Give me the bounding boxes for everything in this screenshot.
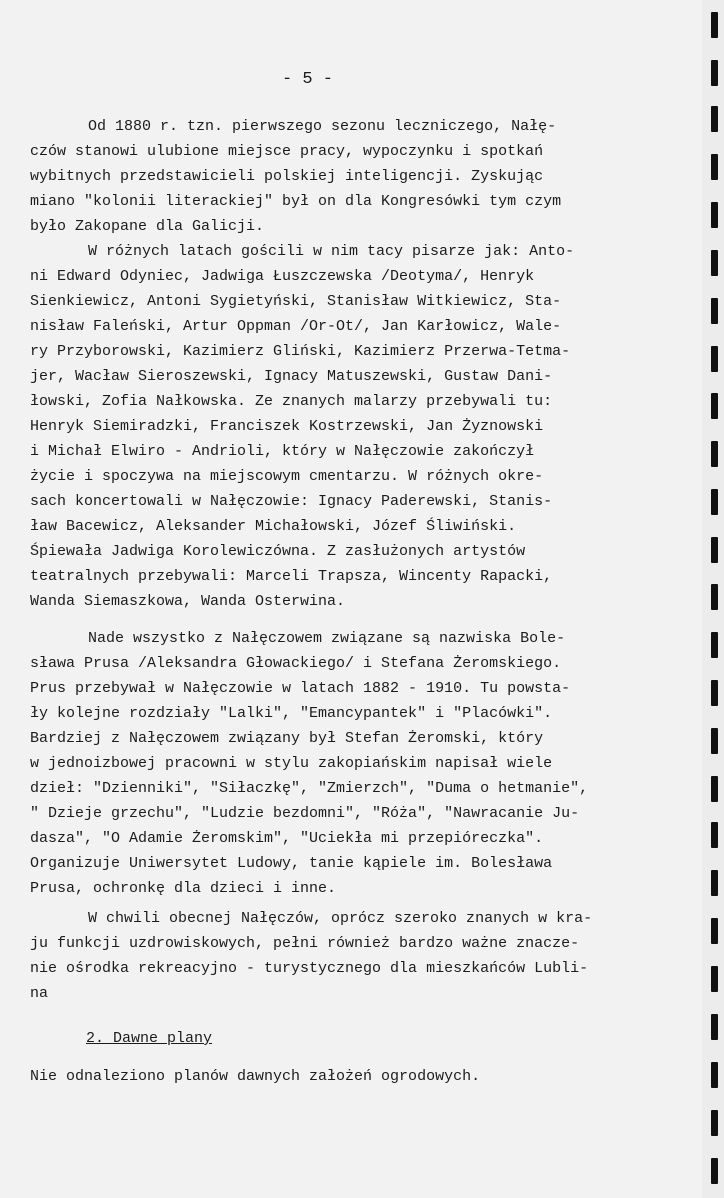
- paragraph-line: jer, Wacław Sieroszewski, Ignacy Matuszewski, Gustaw Dani-: [30, 368, 553, 385]
- paragraph-line: łowski, Zofia Nałkowska. Ze znanych malarzy przebywali tu:: [30, 393, 553, 410]
- binding-hole-icon: [711, 776, 718, 802]
- paragraph-line: ju funkcji uzdrowiskowych, pełni również bardzo ważne znacze-: [30, 935, 580, 952]
- paragraph-line: Bardziej z Nałęczowem związany był Stefan Żeromski, który: [30, 730, 544, 747]
- binding-hole-icon: [711, 60, 718, 86]
- paragraph-line: Wanda Siemaszkowa, Wanda Osterwina.: [30, 593, 346, 610]
- paragraph-line: było Zakopane dla Galicji.: [30, 218, 265, 235]
- page-number: - 5 -: [282, 70, 334, 89]
- binding-hole-icon: [711, 154, 718, 180]
- paragraph-line: i Michał Elwiro - Andrioli, który w Nałęczowie zakończył: [30, 443, 535, 460]
- paragraph-line: Sienkiewicz, Antoni Sygietyński, Stanisław Witkiewicz, Sta-: [30, 293, 562, 310]
- paragraph-line: Organizuje Uniwersytet Ludowy, tanie kąpiele im. Bolesława: [30, 855, 553, 872]
- binding-hole-icon: [711, 1014, 718, 1040]
- binding-hole-icon: [711, 1110, 718, 1136]
- paragraph-line: miano "kolonii literackiej" był on dla Kongresówki tym czym: [30, 193, 562, 210]
- binding-hole-icon: [711, 537, 718, 563]
- binding-hole-icon: [711, 1062, 718, 1088]
- binding-hole-icon: [711, 918, 718, 944]
- paragraph-line: Nade wszystko z Nałęczowem związane są nazwiska Bole-: [88, 630, 566, 647]
- paragraph-line: Prusa, ochronkę dla dzieci i inne.: [30, 880, 337, 897]
- paragraph-line: czów stanowi ulubione miejsce pracy, wypoczynku i spotkań: [30, 143, 544, 160]
- binding-hole-icon: [711, 346, 718, 372]
- paragraph-line: życie i spoczywa na miejscowym cmentarzu. W różnych okre-: [30, 468, 544, 485]
- paragraph-line: W różnych latach gościli w nim tacy pisarze jak: Anto-: [88, 243, 575, 260]
- binding-hole-icon: [711, 202, 718, 228]
- binding-hole-icon: [711, 584, 718, 610]
- paragraph-line: ły kolejne rozdziały "Lalki", "Emancypantek" i "Placówki".: [30, 705, 553, 722]
- paragraph-line: nie ośrodka rekreacyjno - turystycznego dla mieszkańców Lubli-: [30, 960, 589, 977]
- binding-strip: [702, 0, 724, 1198]
- binding-hole-icon: [711, 250, 718, 276]
- section-text: Nie odnaleziono planów dawnych założeń ogrodowych.: [30, 1068, 481, 1085]
- binding-hole-icon: [711, 822, 718, 848]
- paragraph-line: wybitnych przedstawicieli polskiej inteligencji. Zyskując: [30, 168, 544, 185]
- paragraph-line: sława Prusa /Aleksandra Głowackiego/ i Stefana Żeromskiego.: [30, 655, 562, 672]
- binding-hole-icon: [711, 632, 718, 658]
- binding-hole-icon: [711, 728, 718, 754]
- section-heading: 2. Dawne plany: [86, 1030, 213, 1047]
- paragraph-line: ni Edward Odyniec, Jadwiga Łuszczewska /Deotyma/, Henryk: [30, 268, 535, 285]
- paragraph-line: Śpiewała Jadwiga Korolewiczówna. Z zasłużonych artystów: [30, 543, 526, 560]
- binding-hole-icon: [711, 298, 718, 324]
- paragraph-line: ry Przyborowski, Kazimierz Gliński, Kazimierz Przerwa-Tetma-: [30, 343, 571, 360]
- binding-hole-icon: [711, 12, 718, 38]
- binding-hole-icon: [711, 106, 718, 132]
- binding-hole-icon: [711, 441, 718, 467]
- paragraph-line: Od 1880 r. tzn. pierwszego sezonu leczniczego, Nałę-: [88, 118, 557, 135]
- paragraph-line: teatralnych przebywali: Marceli Trapsza, Wincenty Rapacki,: [30, 568, 553, 585]
- binding-hole-icon: [711, 870, 718, 896]
- paragraph-line: nisław Faleński, Artur Oppman /Or-Ot/, Jan Karłowicz, Wale-: [30, 318, 562, 335]
- paragraph-line: Henryk Siemiradzki, Franciszek Kostrzewski, Jan Żyznowski: [30, 418, 544, 435]
- paragraph-line: Prus przebywał w Nałęczowie w latach 1882 - 1910. Tu powsta-: [30, 680, 571, 697]
- binding-hole-icon: [711, 1158, 718, 1184]
- paragraph-line: " Dzieje grzechu", "Ludzie bezdomni", "Róża", "Nawracanie Ju-: [30, 805, 580, 822]
- paragraph-line: dasza", "O Adamie Żeromskim", "Uciekła mi przepióreczka".: [30, 830, 544, 847]
- binding-hole-icon: [711, 393, 718, 419]
- paragraph-line: ław Bacewicz, Aleksander Michałowski, Józef Śliwiński.: [30, 518, 517, 535]
- paragraph-line: w jednoizbowej pracowni w stylu zakopiańskim napisał wiele: [30, 755, 553, 772]
- binding-hole-icon: [711, 966, 718, 992]
- binding-hole-icon: [711, 489, 718, 515]
- paragraph-line: W chwili obecnej Nałęczów, oprócz szeroko znanych w kra-: [88, 910, 593, 927]
- paragraph-line: na: [30, 985, 49, 1002]
- paragraph-line: dzieł: "Dzienniki", "Siłaczkę", "Zmierzch", "Duma o hetmanie",: [30, 780, 589, 797]
- binding-hole-icon: [711, 680, 718, 706]
- paragraph-line: sach koncertowali w Nałęczowie: Ignacy Paderewski, Stanis-: [30, 493, 553, 510]
